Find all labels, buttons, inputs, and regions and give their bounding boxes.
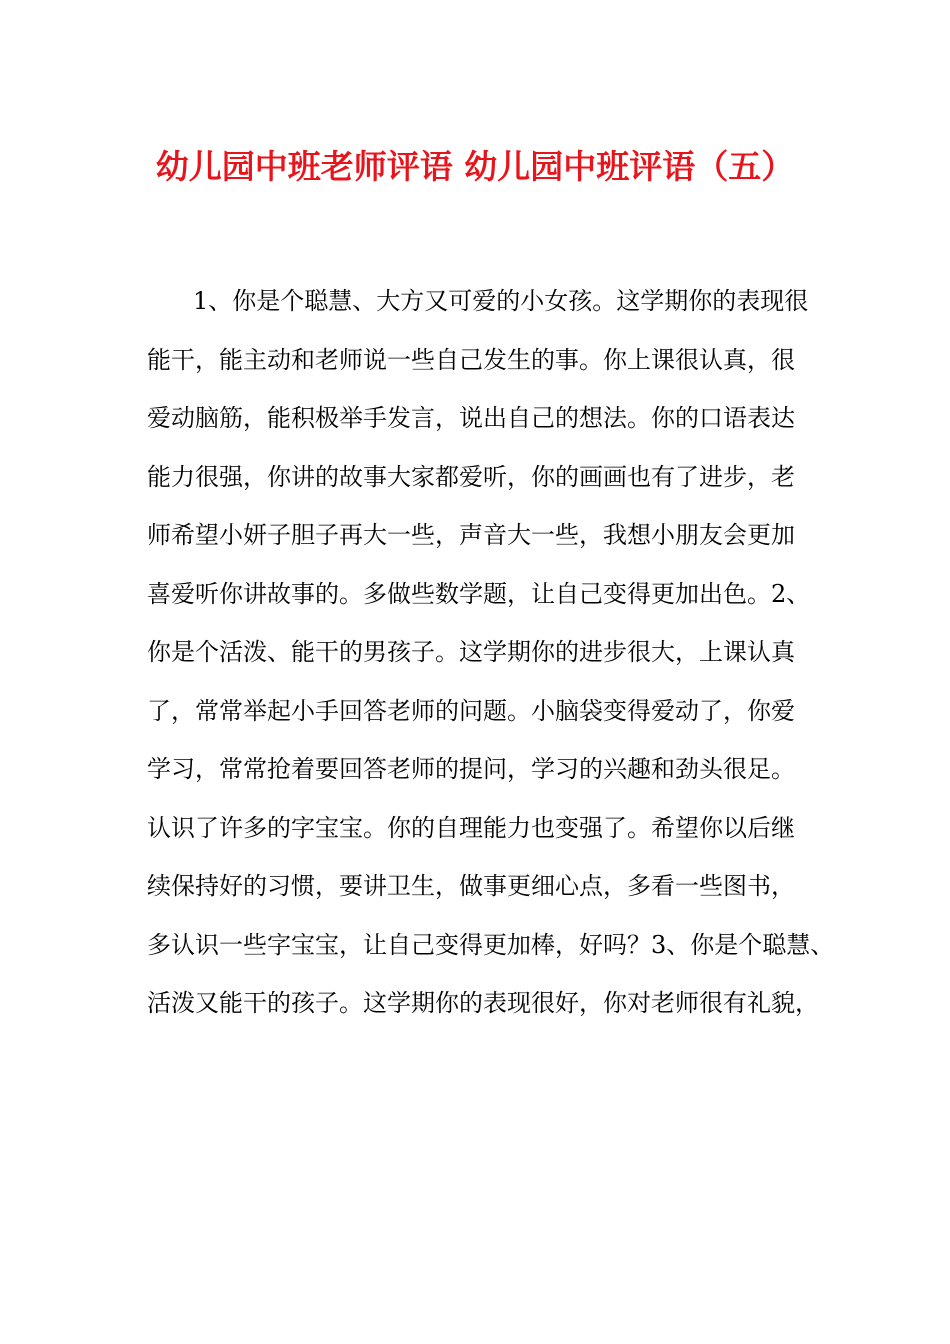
body-line: 喜爱听你讲故事的。多做些数学题，让自己变得更加出色。2、 [147,579,811,608]
document-title: 幼儿园中班老师评语 幼儿园中班评语（五） [155,147,795,186]
body-line: 活泼又能干的孩子。这学期你的表现很好，你对老师很有礼貌， [147,989,819,1017]
body-line: 爱动脑筋，能积极举手发言，说出自己的想法。你的口语表达 [147,404,795,432]
document-body [147,283,835,1044]
body-line: 学习，常常抢着要回答老师的提问，学习的兴趣和劲头很足。 [147,755,795,783]
body-line: 了，常常举起小手回答老师的问题。小脑袋变得爱动了，你爱 [147,696,795,725]
body-line: 1、你是个聪慧、大方又可爱的小女孩。这学期你的表现很 [193,287,809,315]
body-line: 续保持好的习惯，要讲卫生，做事更细心点，多看一些图书， [147,872,795,900]
body-line: 能干，能主动和老师说一些自己发生的事。你上课很认真，很 [147,345,795,374]
body-line: 师希望小妍子胆子再大一些，声音大一些，我想小朋友会更加 [147,521,795,549]
body-line: 能力很强，你讲的故事大家都爱听，你的画画也有了进步，老 [147,462,795,491]
body-line: 多认识一些字宝宝，让自己变得更加棒，好吗？3、你是个聪慧、 [147,930,835,959]
body-line: 你是个活泼、能干的男孩子。这学期你的进步很大，上课认真 [147,638,795,666]
body-line: 认识了许多的字宝宝。你的自理能力也变强了。希望你以后继 [147,813,795,842]
